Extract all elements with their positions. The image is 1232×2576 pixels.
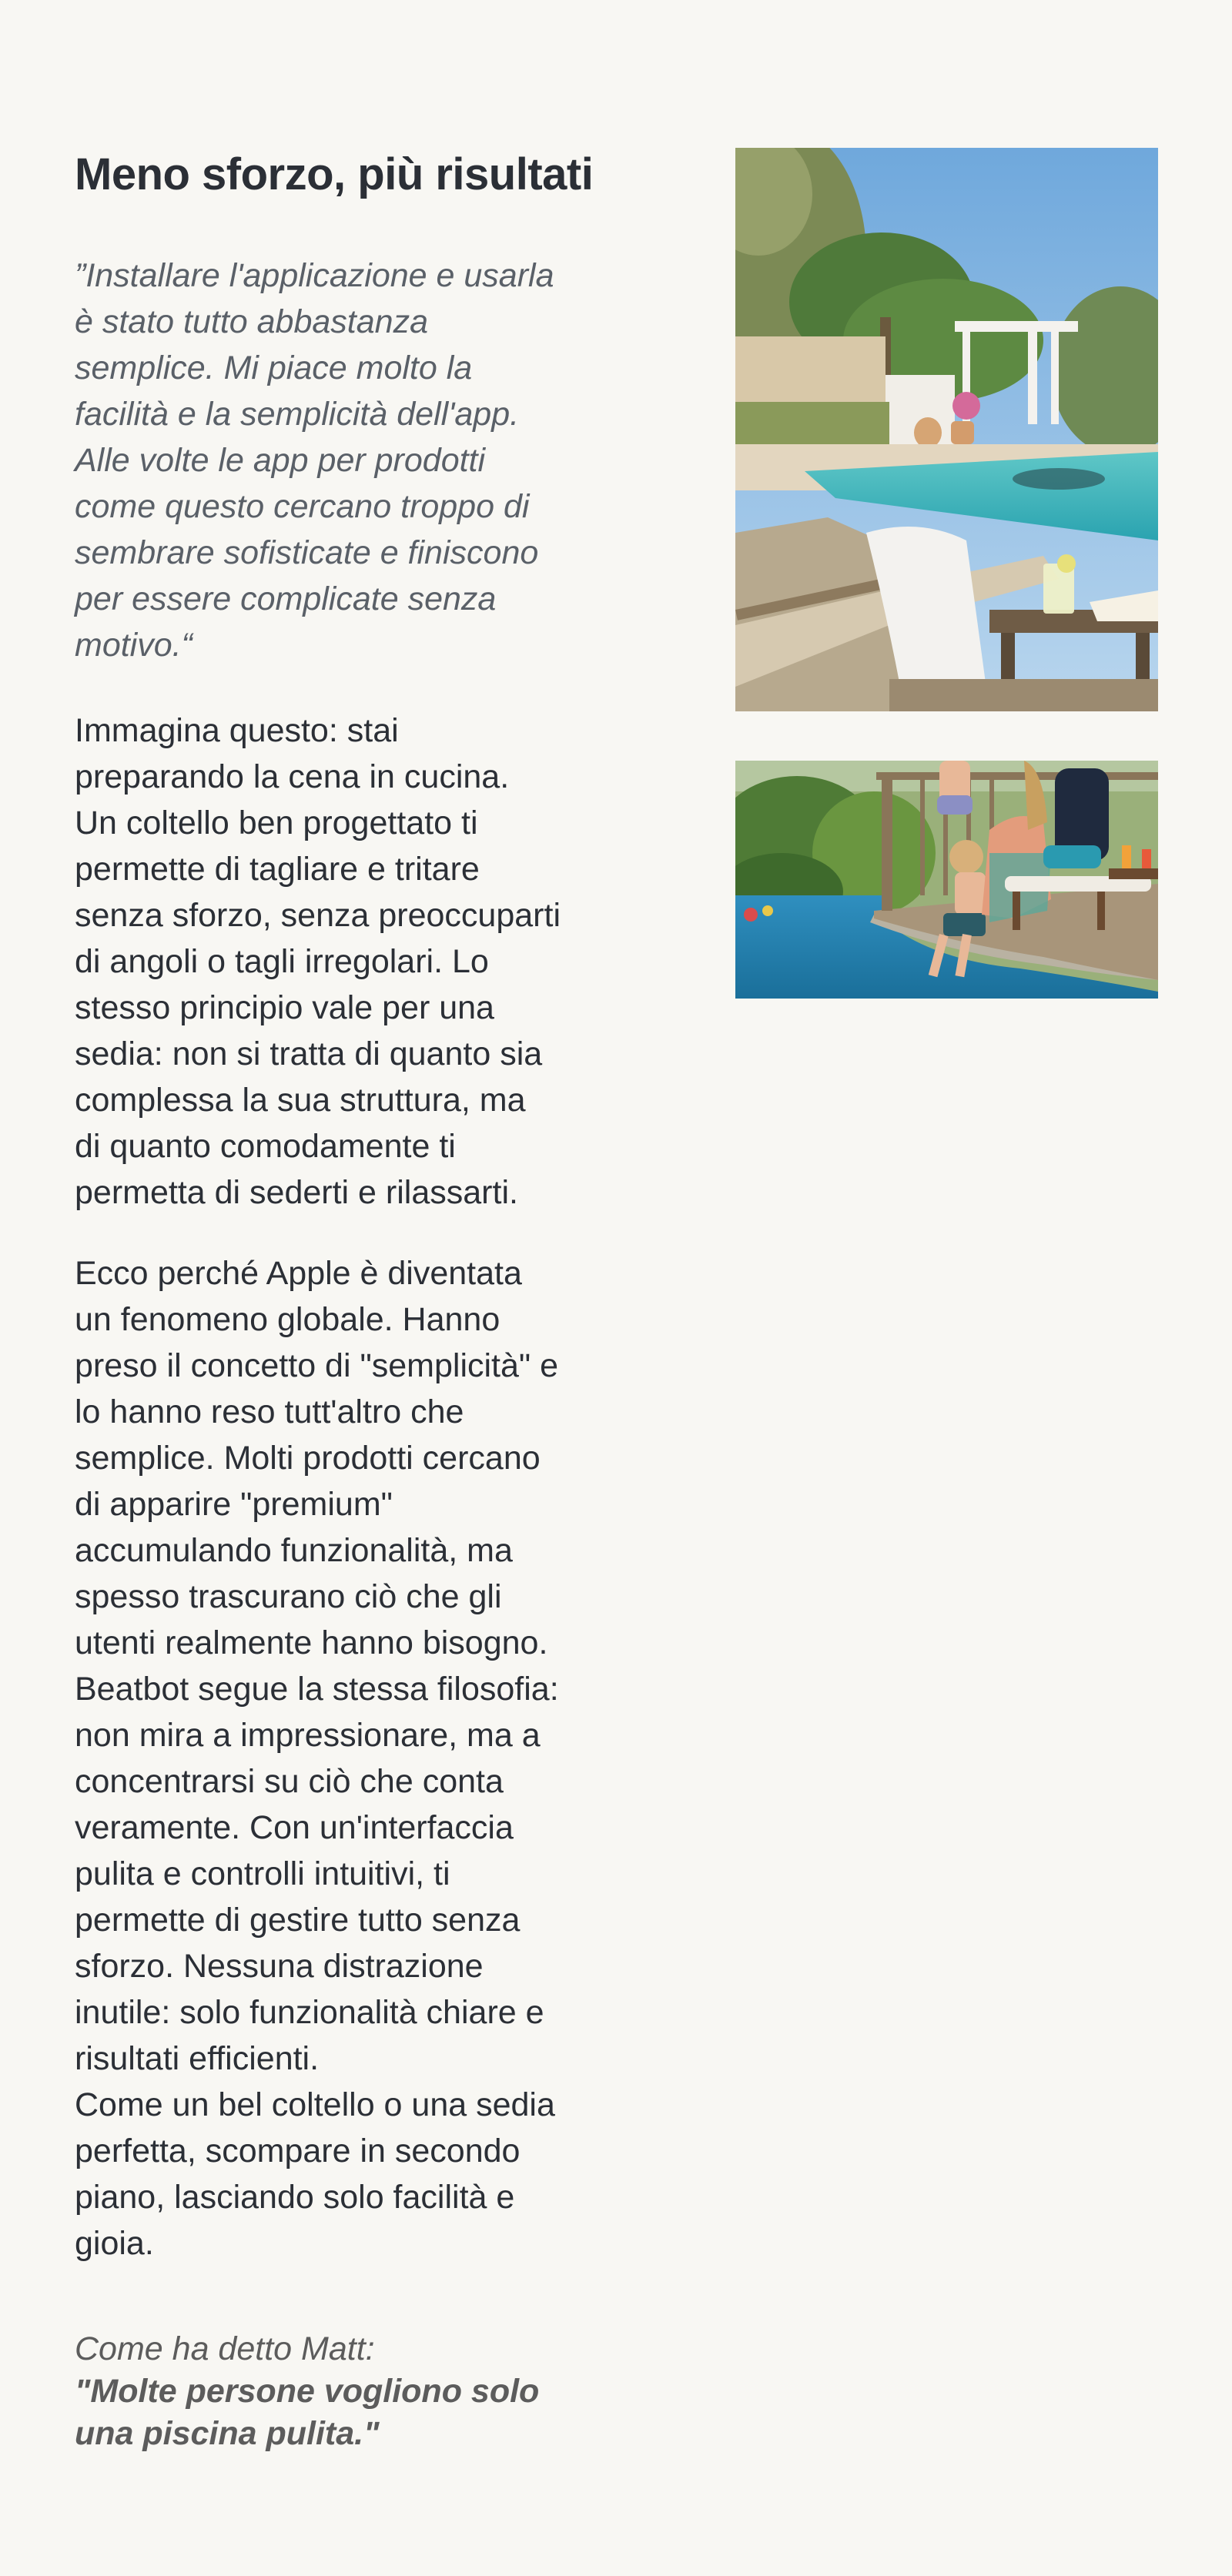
paragraph-line: stesso principio vale per una: [75, 989, 494, 1026]
paragraph-line: veramente. Con un'interfaccia: [75, 1809, 514, 1846]
paragraph-line: inutile: solo funzionalità chiare e: [75, 1994, 544, 2031]
paragraph-line: di apparire "premium": [75, 1486, 393, 1523]
paragraph-line: perfetta, scompare in secondo: [75, 2133, 521, 2170]
closing-quote-line: una piscina pulita.": [75, 2415, 380, 2452]
paragraph-line: Come un bel coltello o una sedia: [75, 2086, 555, 2123]
paragraph-line: Ecco perché Apple è diventata: [75, 1255, 522, 1292]
testimonial-line: facilità e la semplicità dell'app.: [75, 396, 520, 433]
testimonial-line: sembrare sofisticate e finiscono: [75, 534, 539, 571]
testimonial-line: ”Installare l'applicazione e usarla: [75, 257, 554, 294]
paragraph-line: preparando la cena in cucina.: [75, 758, 510, 795]
paragraph-line: Un coltello ben progettato ti: [75, 805, 478, 841]
pool-terrace-photo: [735, 148, 1158, 711]
testimonial-line: semplice. Mi piace molto la: [75, 350, 473, 386]
closing-quote-attribution: Come ha detto Matt:: [75, 2330, 375, 2367]
paragraph-line: sedia: non si tratta di quanto sia: [75, 1035, 543, 1072]
paragraph-line: gioia.: [75, 2225, 154, 2262]
testimonial-line: è stato tutto abbastanza: [75, 303, 428, 340]
paragraph-line: pulita e controlli intuitivi, ti: [75, 1855, 450, 1892]
paragraph-line: Immagina questo: stai: [75, 712, 399, 749]
pool-terrace-image-icon: [735, 148, 1158, 711]
testimonial-line: motivo.“: [75, 627, 192, 664]
paragraph-line: piano, lasciando solo facilità e: [75, 2179, 515, 2216]
paragraph-line: un fenomeno globale. Hanno: [75, 1301, 500, 1338]
customer-testimonial: [75, 253, 554, 668]
paragraph-line: concentrarsi su ciò che conta: [75, 1763, 504, 1800]
paragraph-line: semplice. Molti prodotti cercano: [75, 1440, 541, 1477]
paragraph-line: complessa la sua struttura, ma: [75, 1082, 526, 1119]
paragraph-line: di quanto comodamente ti: [75, 1128, 456, 1165]
paragraph-line: risultati efficienti.: [75, 2040, 320, 2077]
paragraph-knife-chair-analogy: [75, 708, 561, 1216]
paragraph-line: senza sforzo, senza preoccuparti: [75, 897, 561, 934]
closing-quote-line: "Molte persone vogliono solo: [75, 2373, 540, 2410]
section-heading: Meno sforzo, più risultati: [75, 149, 594, 199]
paragraph-line: permette di tagliare e tritare: [75, 851, 480, 888]
testimonial-line: come questo cercano troppo di: [75, 488, 530, 525]
paragraph-line: spesso trascurano ciò che gli: [75, 1578, 502, 1615]
closing-quote: [75, 2328, 539, 2455]
paragraph-line: permetta di sederti e rilassarti.: [75, 1174, 518, 1211]
paragraph-line: non mira a impressionare, ma a: [75, 1717, 541, 1754]
testimonial-line: Alle volte le app per prodotti: [75, 442, 486, 479]
paragraph-line: permette di gestire tutto senza: [75, 1902, 521, 1939]
paragraph-line: Beatbot segue la stessa filosofia:: [75, 1671, 559, 1708]
paragraph-apple-beatbot: [75, 1250, 559, 2267]
family-pool-photo: [735, 761, 1158, 999]
paragraph-line: preso il concetto di "semplicità" e: [75, 1347, 559, 1384]
paragraph-line: di angoli o tagli irregolari. Lo: [75, 943, 489, 980]
family-pool-image-icon: [735, 761, 1158, 999]
paragraph-line: lo hanno reso tutt'altro che: [75, 1393, 464, 1430]
testimonial-line: per essere complicate senza: [75, 580, 497, 617]
paragraph-line: sforzo. Nessuna distrazione: [75, 1948, 484, 1985]
paragraph-line: utenti realmente hanno bisogno.: [75, 1624, 548, 1661]
paragraph-line: accumulando funzionalità, ma: [75, 1532, 513, 1569]
